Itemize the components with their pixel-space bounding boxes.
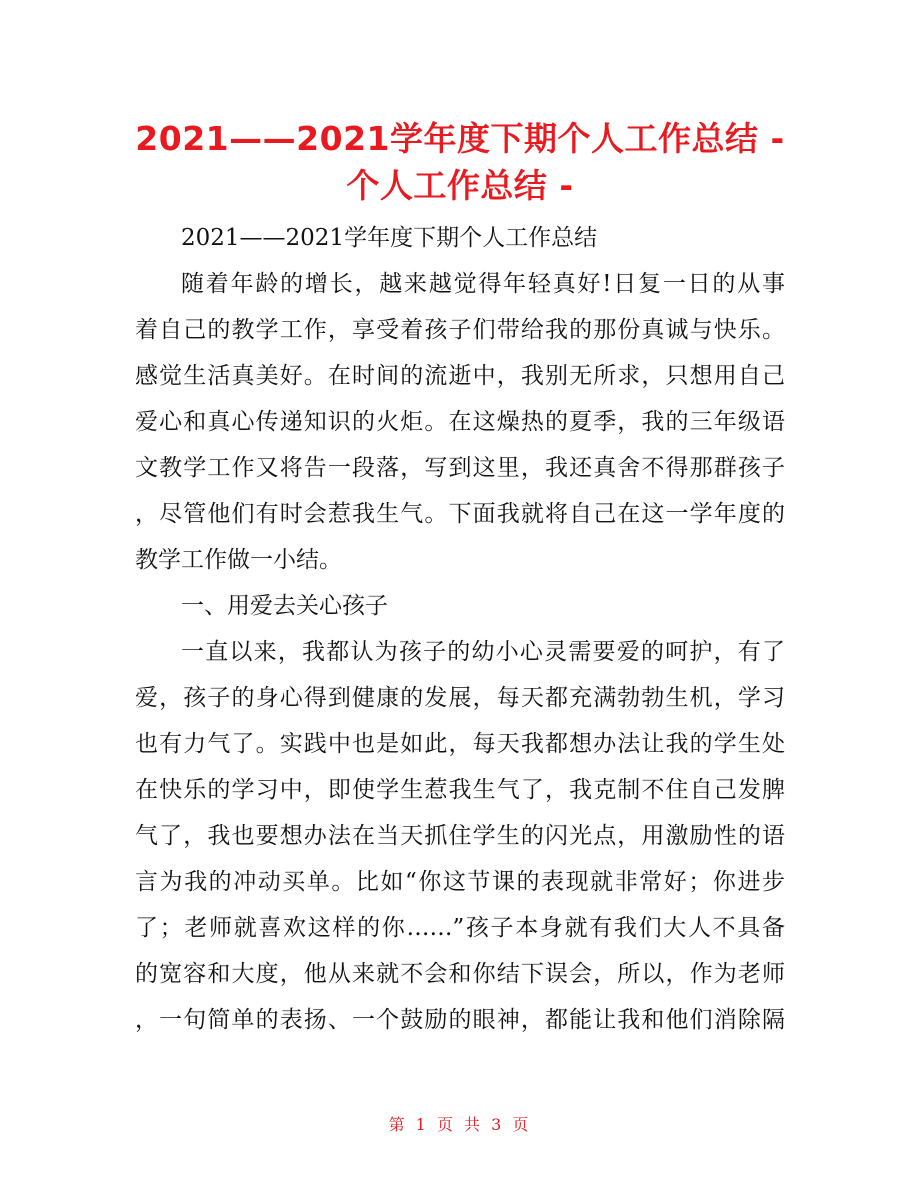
text-line: 言为我的冲动买单。比如“你这节课的表现就非常好；你进步 [135,869,785,895]
text-line: 文教学工作又将告一段落，写到这里，我还真舍不得那群孩子 [135,455,785,481]
text-line: 气了，我也要想办法在当天抓住学生的闪光点，用激励性的语 [135,823,785,849]
text-line: ，尽管他们有时会惹我生气。下面我就将自己在这一学年度的 [135,501,785,527]
text-line: 随着年龄的增长，越来越觉得年轻真好!日复一日的从事 [181,271,785,297]
document-title-line-2: 个人工作总结 - [346,166,574,205]
text-line: 感觉生活真美好。在时间的流逝中，我别无所求，只想用自己 [135,363,785,389]
text-line: 一、用爱去关心孩子 [181,593,388,619]
text-line: 的宽容和大度，他从来就不会和你结下误会，所以，作为老师 [135,961,785,987]
text-line: 也有力气了。实践中也是如此，每天我都想办法让我的学生处 [135,731,785,757]
text-line: 2021——2021学年度下期个人工作总结 [181,225,598,251]
text-line: 爱，孩子的身心得到健康的发展，每天都充满勃勃生机，学习 [135,685,785,711]
text-line: 了；老师就喜欢这样的你……”孩子本身就有我们大人不具备 [135,915,785,941]
text-line: 着自己的教学工作，享受着孩子们带给我的那份真诚与快乐。 [135,317,785,343]
text-line: ，一句简单的表扬、一个鼓励的眼神，都能让我和他们消除隔 [135,1007,785,1033]
text-line: 在快乐的学习中，即使学生惹我生气了，我克制不住自己发脾 [135,777,785,803]
text-line: 爱心和真心传递知识的火炬。在这燥热的夏季，我的三年级语 [135,409,785,435]
page-footer: 第 1 页 共 3 页 [388,1115,532,1134]
text-line: 一直以来，我都认为孩子的幼小心灵需要爱的呵护，有了 [181,639,785,665]
document-title-line-1: 2021——2021学年度下期个人工作总结 - [135,119,785,158]
text-line: 教学工作做一小结。 [135,547,342,573]
document-body [135,215,785,1043]
